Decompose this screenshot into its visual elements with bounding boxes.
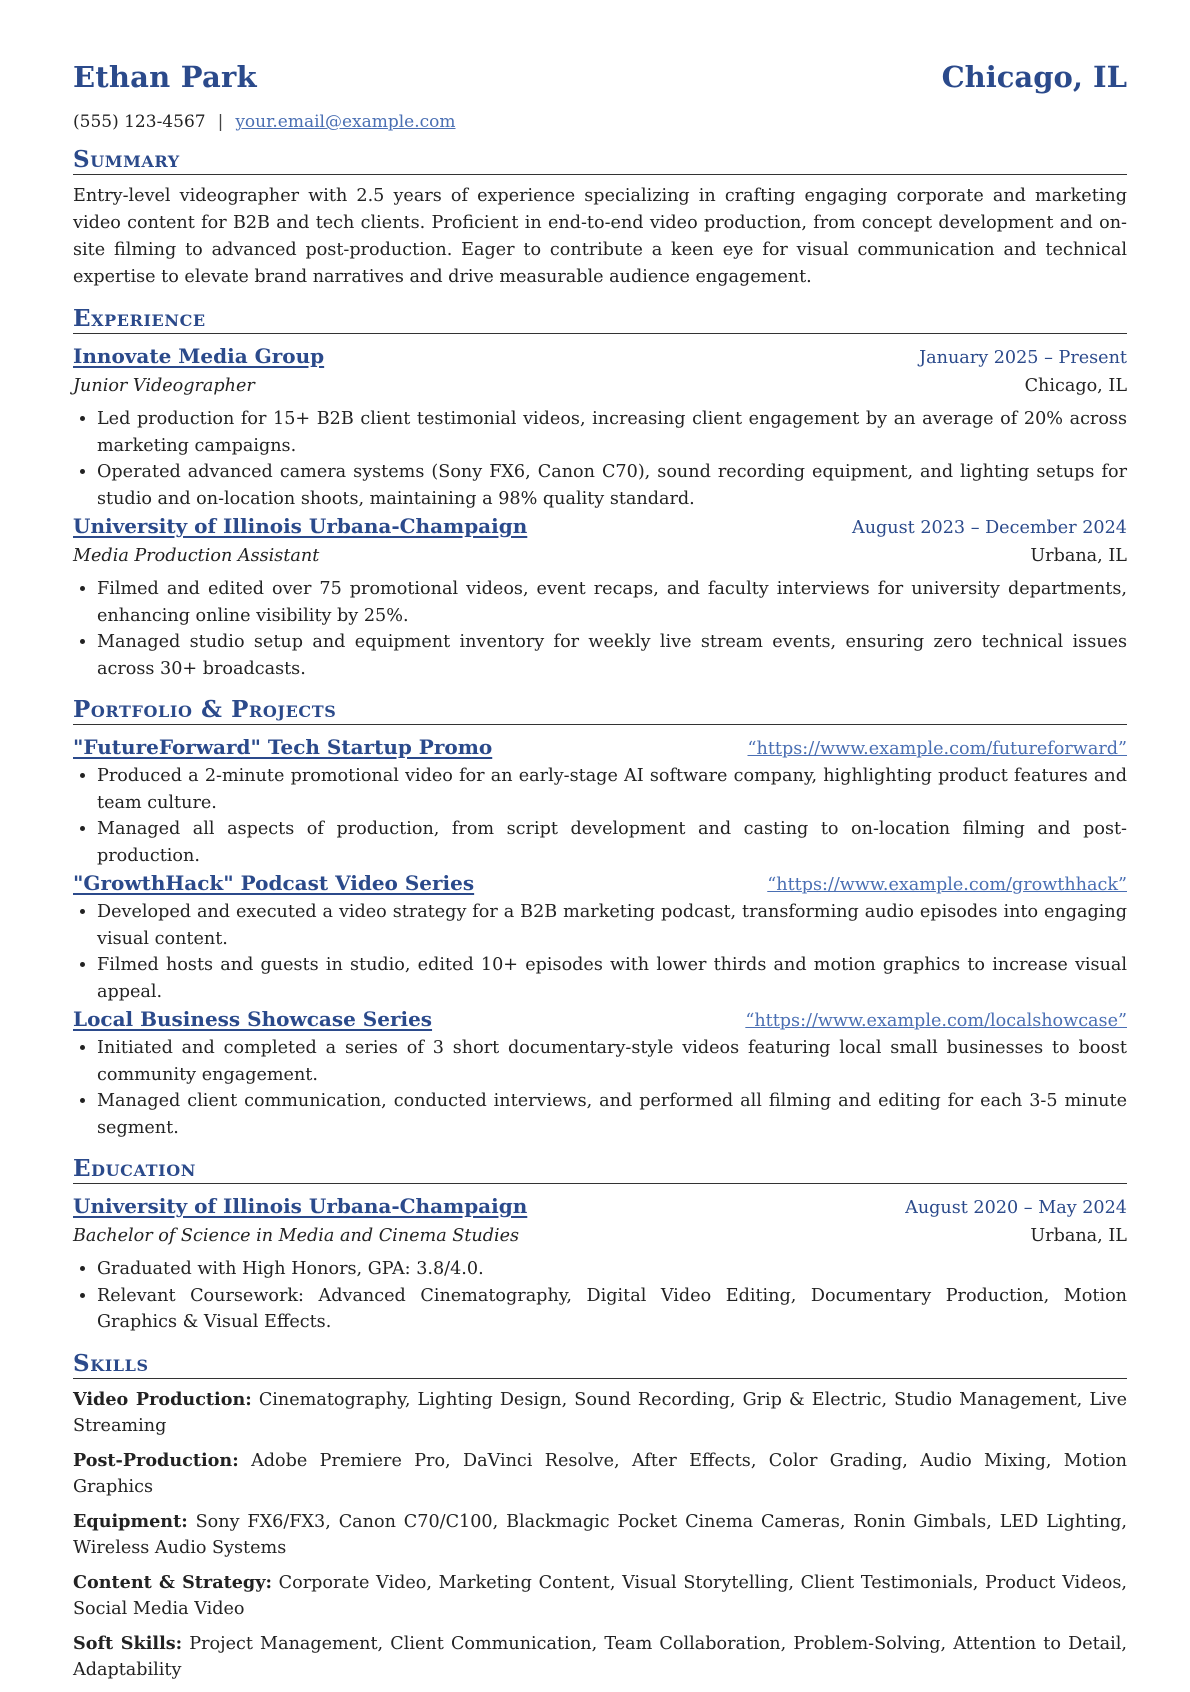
skill-label: Equipment: bbox=[73, 1510, 188, 1532]
job-title: Media Production Assistant bbox=[73, 546, 320, 566]
bullet-item: • Filmed and edited over 75 promotional videos, event recaps, and faculty interviews for university departments, enhancing online visibility by 25%. bbox=[97, 576, 1127, 629]
section-title-projects: Portfolio & Projects bbox=[73, 696, 1127, 725]
project-link[interactable]: “https://www.example.com/futureforward” bbox=[747, 739, 1127, 759]
project-title[interactable]: Local Business Showcase Series bbox=[73, 1007, 433, 1031]
employer-name[interactable]: Innovate Media Group bbox=[73, 344, 325, 368]
education-entry bbox=[73, 1192, 1127, 1336]
skill-text: Sony FX6/FX3, Canon C70/C100, Blackmagic Pocket Cinema Cameras, Ronin Gimbals, LED Lighting, Wireless Audio Systems bbox=[73, 1511, 1127, 1558]
employment-dates: January 2025 – Present bbox=[919, 348, 1127, 368]
project-title[interactable]: "GrowthHack" Podcast Video Series bbox=[73, 871, 475, 895]
employment-dates: August 2023 – December 2024 bbox=[852, 518, 1127, 538]
skill-row bbox=[73, 1509, 1127, 1561]
skills-list bbox=[73, 1387, 1127, 1683]
skill-text: Adobe Premiere Pro, DaVinci Resolve, After Effects, Color Grading, Audio Mixing, Motion Graphics bbox=[73, 1450, 1128, 1497]
experience-entry bbox=[73, 512, 1127, 682]
candidate-location: Chicago, IL bbox=[941, 60, 1127, 94]
project-entry bbox=[73, 869, 1127, 1005]
skill-text: Corporate Video, Marketing Content, Visual Storytelling, Client Testimonials, Product Videos, Social Media Video bbox=[73, 1572, 1128, 1619]
project-link[interactable]: “https://www.example.com/localshowcase” bbox=[745, 1011, 1127, 1031]
bullet-list bbox=[73, 899, 1127, 1005]
bullet-item: • Produced a 2-minute promotional video for an early-stage AI software company, highlighting product features and team culture. bbox=[97, 763, 1127, 816]
project-link[interactable]: “https://www.example.com/growthhack” bbox=[767, 875, 1127, 895]
summary-text: Entry-level videographer with 2.5 years of experience specializing in crafting engaging corporate and marketing video content for B2B and tech clients. Proficient in end-to-end video production, from concept development and on-site filming to advanced post-production. Eager to contribute a keen eye for visual communication and technical expertise to elevate brand narratives and drive measurable audience engagement. bbox=[73, 186, 1127, 287]
section-title-summary: Summary bbox=[73, 146, 1127, 175]
skill-row bbox=[73, 1631, 1127, 1683]
job-location: Urbana, IL bbox=[1030, 546, 1127, 566]
skill-label: Post-Production: bbox=[73, 1449, 239, 1471]
skill-row bbox=[73, 1387, 1127, 1439]
skill-text: Project Management, Client Communication, Team Collaboration, Problem-Solving, Attention to Detail, Adaptability bbox=[73, 1633, 1128, 1680]
education-dates: August 2020 – May 2024 bbox=[905, 1198, 1127, 1218]
school-location: Urbana, IL bbox=[1030, 1226, 1127, 1246]
email-link[interactable]: your.email@example.com bbox=[235, 112, 456, 132]
bullet-item: • Managed all aspects of production, from script development and casting to on-location filming and post-production. bbox=[97, 816, 1127, 869]
degree: Bachelor of Science in Media and Cinema Studies bbox=[73, 1226, 520, 1246]
skill-row bbox=[73, 1448, 1127, 1500]
bullet-list bbox=[73, 406, 1127, 512]
section-title-education: Education bbox=[73, 1155, 1127, 1184]
bullet-item: • Managed client communication, conducted interviews, and performed all filming and editing for each 3-5 minute segment. bbox=[97, 1088, 1127, 1141]
skill-label: Soft Skills: bbox=[73, 1632, 183, 1654]
bullet-item: • Relevant Coursework: Advanced Cinematography, Digital Video Editing, Documentary Production, Motion Graphics & Visual Effects. bbox=[97, 1283, 1127, 1336]
skill-text: Cinematography, Lighting Design, Sound Recording, Grip & Electric, Studio Management, Live Streaming bbox=[73, 1389, 1127, 1436]
project-title[interactable]: "FutureForward" Tech Startup Promo bbox=[73, 735, 493, 759]
bullet-item: • Developed and executed a video strategy for a B2B marketing podcast, transforming audio episodes into engaging visual content. bbox=[97, 899, 1127, 952]
project-entry bbox=[73, 1005, 1127, 1141]
section-title-skills: Skills bbox=[73, 1350, 1127, 1379]
school-name[interactable]: University of Illinois Urbana-Champaign bbox=[73, 1194, 528, 1218]
contact-line bbox=[73, 112, 1127, 132]
bullet-list bbox=[73, 1035, 1127, 1141]
contact-separator: | bbox=[217, 112, 224, 132]
bullet-list bbox=[73, 1256, 1127, 1336]
bullet-item: • Operated advanced camera systems (Sony FX6, Canon C70), sound recording equipment, and lighting setups for studio and on-location shoots, maintaining a 98% quality standard. bbox=[97, 459, 1127, 512]
resume-page bbox=[73, 60, 1127, 1692]
bullet-item: • Managed studio setup and equipment inventory for weekly live stream events, ensuring zero technical issues across 30+ broadcasts. bbox=[97, 629, 1127, 682]
phone-number: (555) 123-4567 bbox=[73, 112, 206, 132]
bullet-item: • Led production for 15+ B2B client testimonial videos, increasing client engagement by an average of 20% across marketing campaigns. bbox=[97, 406, 1127, 459]
project-entry bbox=[73, 733, 1127, 869]
job-location: Chicago, IL bbox=[1024, 376, 1127, 396]
employer-name[interactable]: University of Illinois Urbana-Champaign bbox=[73, 514, 528, 538]
candidate-name: Ethan Park bbox=[73, 60, 257, 94]
job-title: Junior Videographer bbox=[73, 376, 255, 396]
skill-label: Video Production: bbox=[73, 1388, 252, 1410]
skill-label: Content & Strategy: bbox=[73, 1571, 272, 1593]
experience-entry bbox=[73, 342, 1127, 512]
bullet-item: • Initiated and completed a series of 3 short documentary-style videos featuring local small businesses to boost community engagement. bbox=[97, 1035, 1127, 1088]
bullet-list bbox=[73, 763, 1127, 869]
bullet-item: • Graduated with High Honors, GPA: 3.8/4.0. bbox=[97, 1256, 1127, 1283]
bullet-item: • Filmed hosts and guests in studio, edited 10+ episodes with lower thirds and motion graphics to increase visual appeal. bbox=[97, 952, 1127, 1005]
section-title-experience: Experience bbox=[73, 305, 1127, 334]
bullet-list bbox=[73, 576, 1127, 682]
header bbox=[73, 60, 1127, 106]
skill-row bbox=[73, 1570, 1127, 1622]
